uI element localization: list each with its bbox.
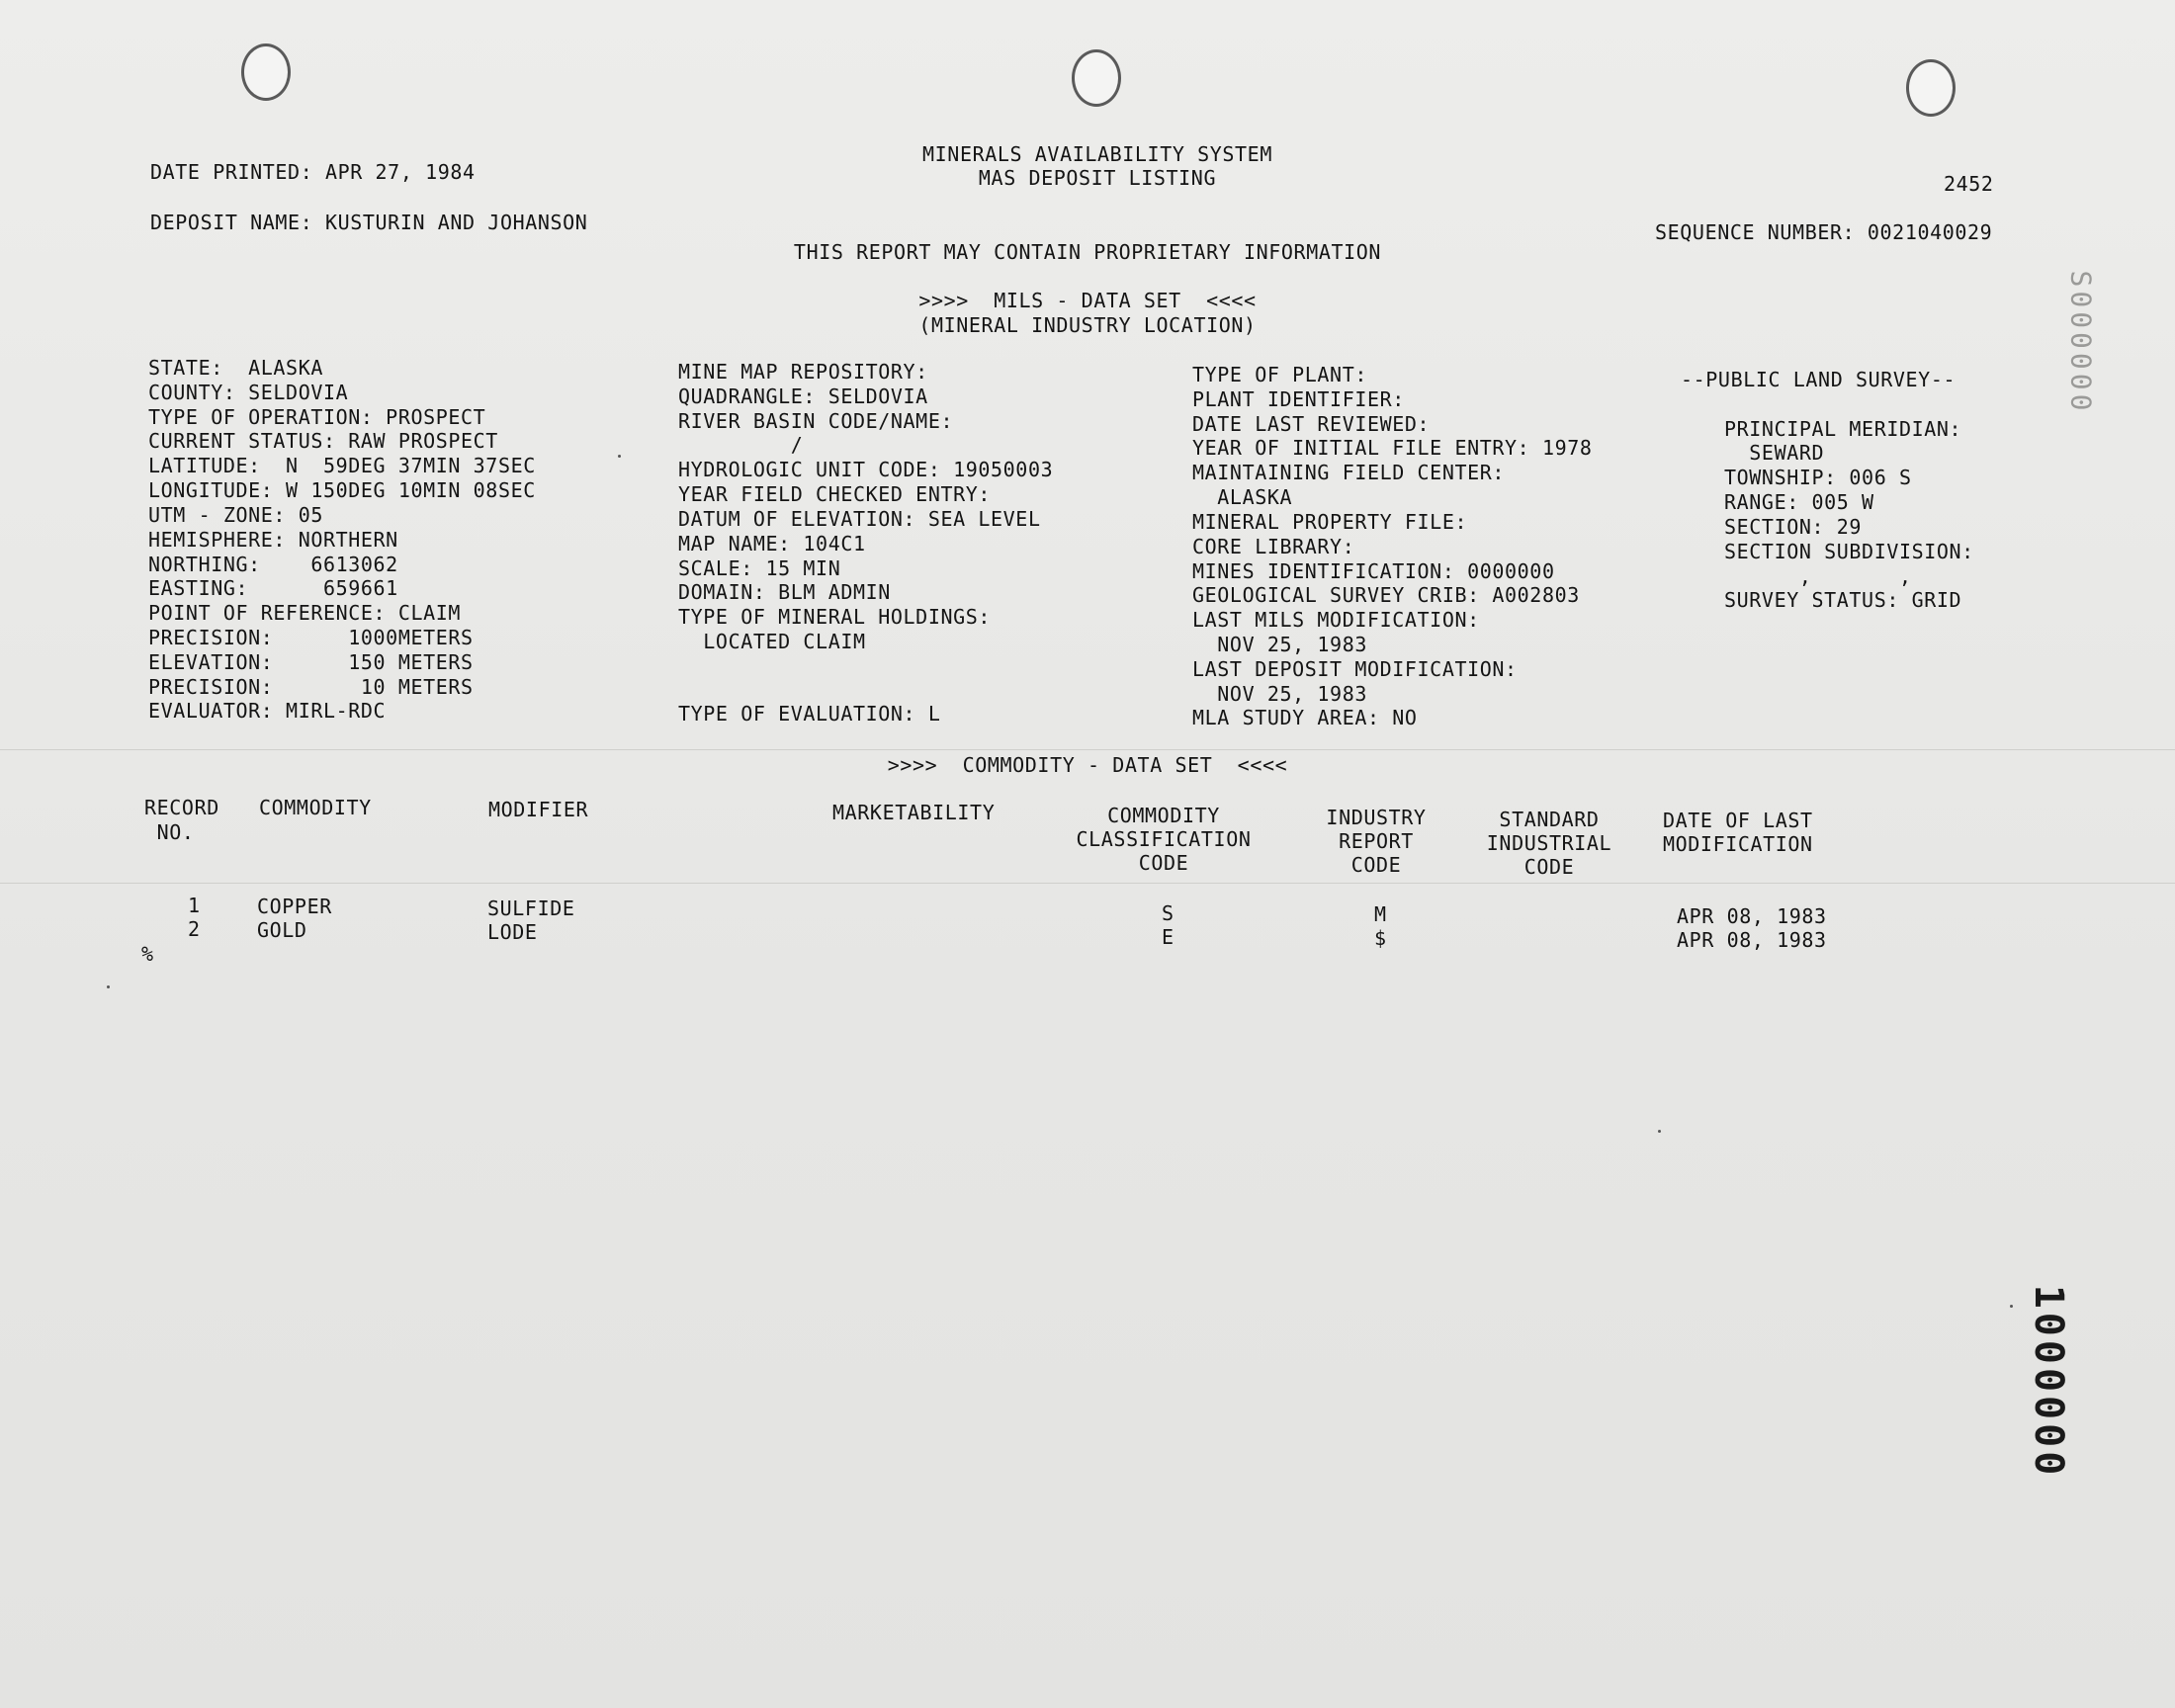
- field-line: STATE: ALASKA: [148, 356, 323, 380]
- field-line: TYPE OF PLANT:: [1192, 363, 1367, 386]
- field-line: MINE MAP REPOSITORY:: [678, 360, 928, 384]
- fold-line: [0, 749, 2175, 750]
- header-classification: CLASSIFICATION: [1076, 827, 1252, 851]
- frame-stamp-upper: S000000: [2064, 270, 2098, 415]
- field-line: NORTHING: 6613062: [148, 553, 398, 576]
- header-date: DATE OF LAST: [1663, 809, 1813, 832]
- fold-line: [0, 883, 2175, 884]
- field-line: TOWNSHIP: 006 S: [1724, 466, 1912, 489]
- field-line: GEOLOGICAL SURVEY CRIB: A002803: [1192, 583, 1580, 607]
- listing-title: MAS DEPOSIT LISTING: [978, 166, 1217, 190]
- field-line: SECTION SUBDIVISION:: [1724, 540, 1974, 563]
- classification-code: E: [1162, 925, 1174, 949]
- punch-hole-center: [1072, 49, 1121, 107]
- header-industry: CODE: [1350, 853, 1402, 877]
- field-line: DATE LAST REVIEWED:: [1192, 412, 1431, 436]
- system-title: MINERALS AVAILABILITY SYSTEM: [922, 142, 1272, 166]
- mils-title: >>>> MILS - DATA SET <<<<: [918, 289, 1257, 312]
- header-sic: INDUSTRIAL: [1486, 831, 1612, 855]
- field-line: ALASKA: [1192, 485, 1293, 509]
- header-industry: INDUSTRY: [1326, 806, 1427, 829]
- field-line: TYPE OF MINERAL HOLDINGS:: [678, 605, 992, 629]
- speck: [107, 985, 110, 988]
- punch-hole-right: [1906, 59, 1956, 117]
- page-number: 2452: [1944, 172, 1994, 196]
- proprietary-notice: THIS REPORT MAY CONTAIN PROPRIETARY INFORMATION: [793, 240, 1382, 264]
- commodity-name: COPPER: [257, 895, 332, 918]
- mils-subtitle: (MINERAL INDUSTRY LOCATION): [918, 313, 1257, 337]
- speck: [1658, 1130, 1661, 1133]
- field-line: NOV 25, 1983: [1192, 682, 1367, 706]
- field-line: POINT OF REFERENCE: CLAIM: [148, 601, 462, 625]
- field-line: MAINTAINING FIELD CENTER:: [1192, 461, 1506, 484]
- field-line: MINES IDENTIFICATION: 0000000: [1192, 559, 1555, 583]
- commodity-title: >>>> COMMODITY - DATA SET <<<<: [887, 753, 1288, 777]
- field-line: LONGITUDE: W 150DEG 10MIN 08SEC: [148, 478, 536, 502]
- evaluation-type: TYPE OF EVALUATION: L: [678, 702, 941, 726]
- field-line: LAST MILS MODIFICATION:: [1192, 608, 1480, 632]
- modification-date: APR 08, 1983: [1677, 904, 1827, 928]
- field-line: SURVEY STATUS: GRID: [1724, 588, 1962, 612]
- field-line: HYDROLOGIC UNIT CODE: 19050003: [678, 458, 1054, 481]
- end-marker: %: [141, 942, 154, 966]
- frame-stamp-lower: 1000000: [2026, 1284, 2071, 1480]
- field-line: PRINCIPAL MERIDIAN:: [1724, 417, 1962, 441]
- field-line: CURRENT STATUS: RAW PROSPECT: [148, 429, 498, 453]
- header-marketability: MARKETABILITY: [832, 801, 996, 824]
- field-line: , ,: [1724, 564, 1912, 588]
- field-line: SCALE: 15 MIN: [678, 556, 841, 580]
- modification-date: APR 08, 1983: [1677, 928, 1827, 952]
- field-line: SECTION: 29: [1724, 515, 1863, 539]
- record-no: 2: [188, 917, 201, 941]
- header-record: RECORD: [144, 796, 219, 819]
- header-date: MODIFICATION: [1663, 832, 1813, 856]
- punch-hole-left: [241, 43, 291, 101]
- field-line: PRECISION: 1000METERS: [148, 626, 474, 649]
- industry-code: $: [1374, 926, 1387, 950]
- speck: [2010, 1305, 2013, 1308]
- survey-title: --PUBLIC LAND SURVEY--: [1681, 368, 1957, 391]
- field-line: LATITUDE: N 59DEG 37MIN 37SEC: [148, 454, 536, 477]
- modifier: LODE: [487, 920, 538, 944]
- field-line: EVALUATOR: MIRL-RDC: [148, 699, 387, 723]
- field-line: UTM - ZONE: 05: [148, 503, 323, 527]
- modifier: SULFIDE: [487, 897, 575, 920]
- field-line: MLA STUDY AREA: NO: [1192, 706, 1418, 729]
- record-no: 1: [188, 894, 201, 917]
- field-line: CORE LIBRARY:: [1192, 535, 1355, 558]
- field-line: DOMAIN: BLM ADMIN: [678, 580, 891, 604]
- field-line: LAST DEPOSIT MODIFICATION:: [1192, 657, 1518, 681]
- header-commodity: COMMODITY: [259, 796, 372, 819]
- field-line: MINERAL PROPERTY FILE:: [1192, 510, 1468, 534]
- commodity-name: GOLD: [257, 918, 307, 942]
- classification-code: S: [1162, 901, 1174, 925]
- field-line: TYPE OF OPERATION: PROSPECT: [148, 405, 486, 429]
- field-line: PLANT IDENTIFIER:: [1192, 387, 1405, 411]
- field-line: EASTING: 659661: [148, 576, 398, 600]
- field-line: QUADRANGLE: SELDOVIA: [678, 384, 928, 408]
- field-line: SEWARD: [1724, 441, 1825, 465]
- sequence-number: SEQUENCE NUMBER: 0021040029: [1655, 220, 1993, 244]
- field-line: HEMISPHERE: NORTHERN: [148, 528, 398, 552]
- field-line: COUNTY: SELDOVIA: [148, 381, 349, 404]
- field-line: DATUM OF ELEVATION: SEA LEVEL: [678, 507, 1041, 531]
- field-line: MAP NAME: 104C1: [678, 532, 866, 555]
- speck: [618, 455, 621, 458]
- field-line: LOCATED CLAIM: [678, 630, 866, 653]
- field-line: RANGE: 005 W: [1724, 490, 1874, 514]
- header-sic: CODE: [1523, 855, 1575, 879]
- header-classification: COMMODITY: [1107, 804, 1220, 827]
- field-line: PRECISION: 10 METERS: [148, 675, 474, 699]
- industry-code: M: [1374, 902, 1387, 926]
- field-line: RIVER BASIN CODE/NAME:: [678, 409, 954, 433]
- date-printed: DATE PRINTED: APR 27, 1984: [150, 160, 476, 184]
- header-industry: REPORT: [1339, 829, 1414, 853]
- header-record-no: NO.: [144, 820, 195, 844]
- header-classification: CODE: [1138, 851, 1189, 875]
- deposit-name: DEPOSIT NAME: KUSTURIN AND JOHANSON: [150, 211, 588, 234]
- field-line: YEAR FIELD CHECKED ENTRY:: [678, 482, 992, 506]
- header-modifier: MODIFIER: [488, 798, 589, 821]
- field-line: /: [678, 433, 804, 457]
- field-line: ELEVATION: 150 METERS: [148, 650, 474, 674]
- field-line: NOV 25, 1983: [1192, 633, 1367, 656]
- header-sic: STANDARD: [1499, 808, 1600, 831]
- field-line: YEAR OF INITIAL FILE ENTRY: 1978: [1192, 436, 1593, 460]
